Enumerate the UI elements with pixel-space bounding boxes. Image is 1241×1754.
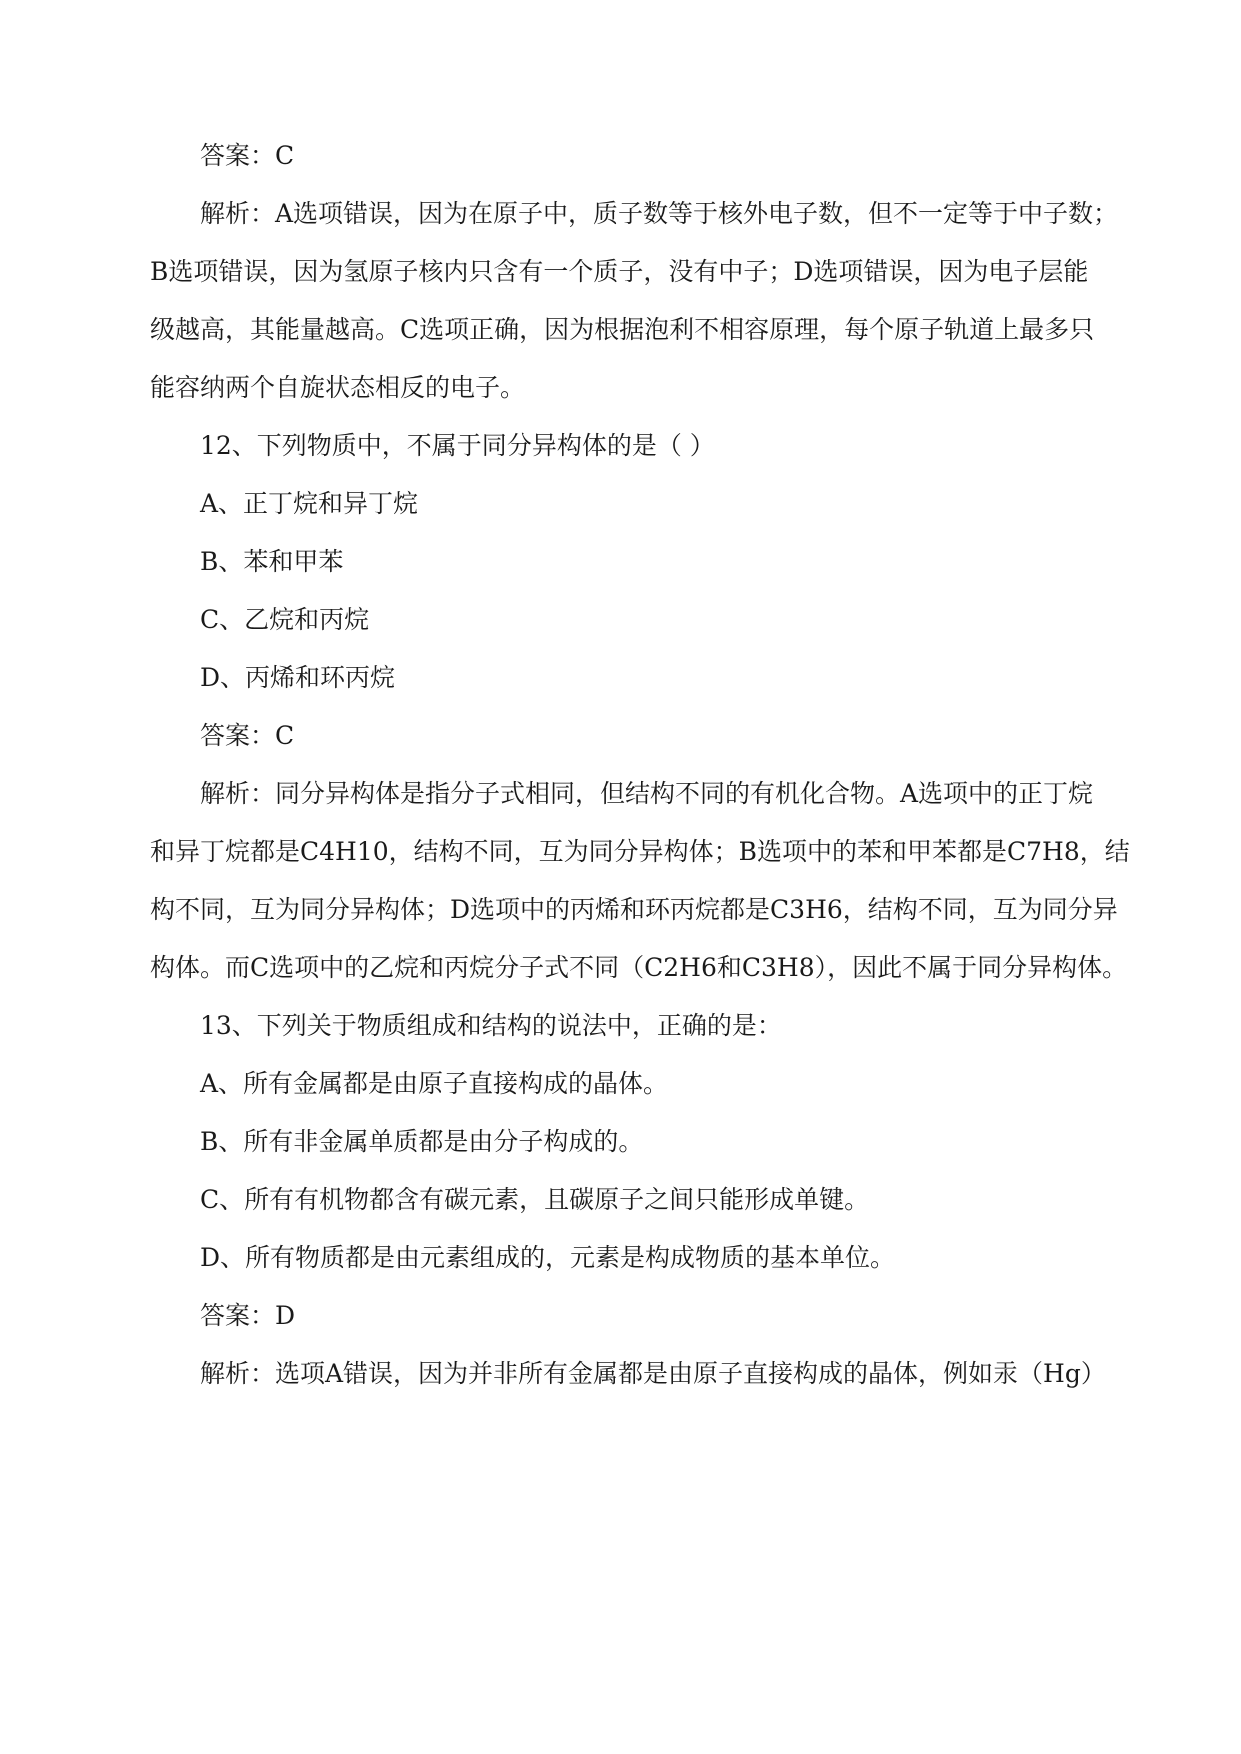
option-d: D、丙烯和环丙烷: [200, 663, 396, 692]
option-b: B、苯和甲苯: [200, 547, 344, 576]
question-12: 12、下列物质中，不属于同分异构体的是（ ）: [200, 431, 715, 460]
analysis-line: 能容纳两个自旋状态相反的电子。: [150, 373, 526, 402]
analysis-line: 解析：同分异构体是指分子式相同，但结构不同的有机化合物。A选项中的正丁烷: [200, 779, 1094, 808]
analysis-line: B选项错误，因为氢原子核内只含有一个质子，没有中子；D选项错误，因为电子层能: [150, 257, 1089, 286]
analysis-line: 构体。而C选项中的乙烷和丙烷分子式不同（C2H6和C3H8），因此不属于同分异构体。: [150, 953, 1128, 982]
analysis-line: 解析：选项A错误，因为并非所有金属都是由原子直接构成的晶体，例如汞（Hg）: [200, 1359, 1106, 1388]
analysis-line: 构不同，互为同分异构体；D选项中的丙烯和环丙烷都是C3H6，结构不同，互为同分异: [150, 895, 1118, 924]
answer-line: 答案：C: [200, 141, 295, 170]
question-13: 13、下列关于物质组成和结构的说法中，正确的是：: [200, 1011, 782, 1040]
option-b: B、所有非金属单质都是由分子构成的。: [200, 1127, 644, 1156]
analysis-line: 和异丁烷都是C4H10，结构不同，互为同分异构体；B选项中的苯和甲苯都是C7H8，结: [150, 837, 1130, 866]
option-a: A、正丁烷和异丁烷: [200, 489, 419, 518]
analysis-line: 级越高，其能量越高。C选项正确，因为根据泡利不相容原理，每个原子轨道上最多只: [150, 315, 1095, 344]
answer-line: 答案：D: [200, 1301, 296, 1330]
option-c: C、所有有机物都含有碳元素，且碳原子之间只能形成单键。: [200, 1185, 870, 1214]
option-a: A、所有金属都是由原子直接构成的晶体。: [200, 1069, 669, 1098]
answer-line: 答案：C: [200, 721, 295, 750]
analysis-line: 解析：A选项错误，因为在原子中，质子数等于核外电子数，但不一定等于中子数；: [200, 199, 1119, 228]
option-d: D、所有物质都是由元素组成的，元素是构成物质的基本单位。: [200, 1243, 896, 1272]
option-c: C、乙烷和丙烷: [200, 605, 370, 634]
